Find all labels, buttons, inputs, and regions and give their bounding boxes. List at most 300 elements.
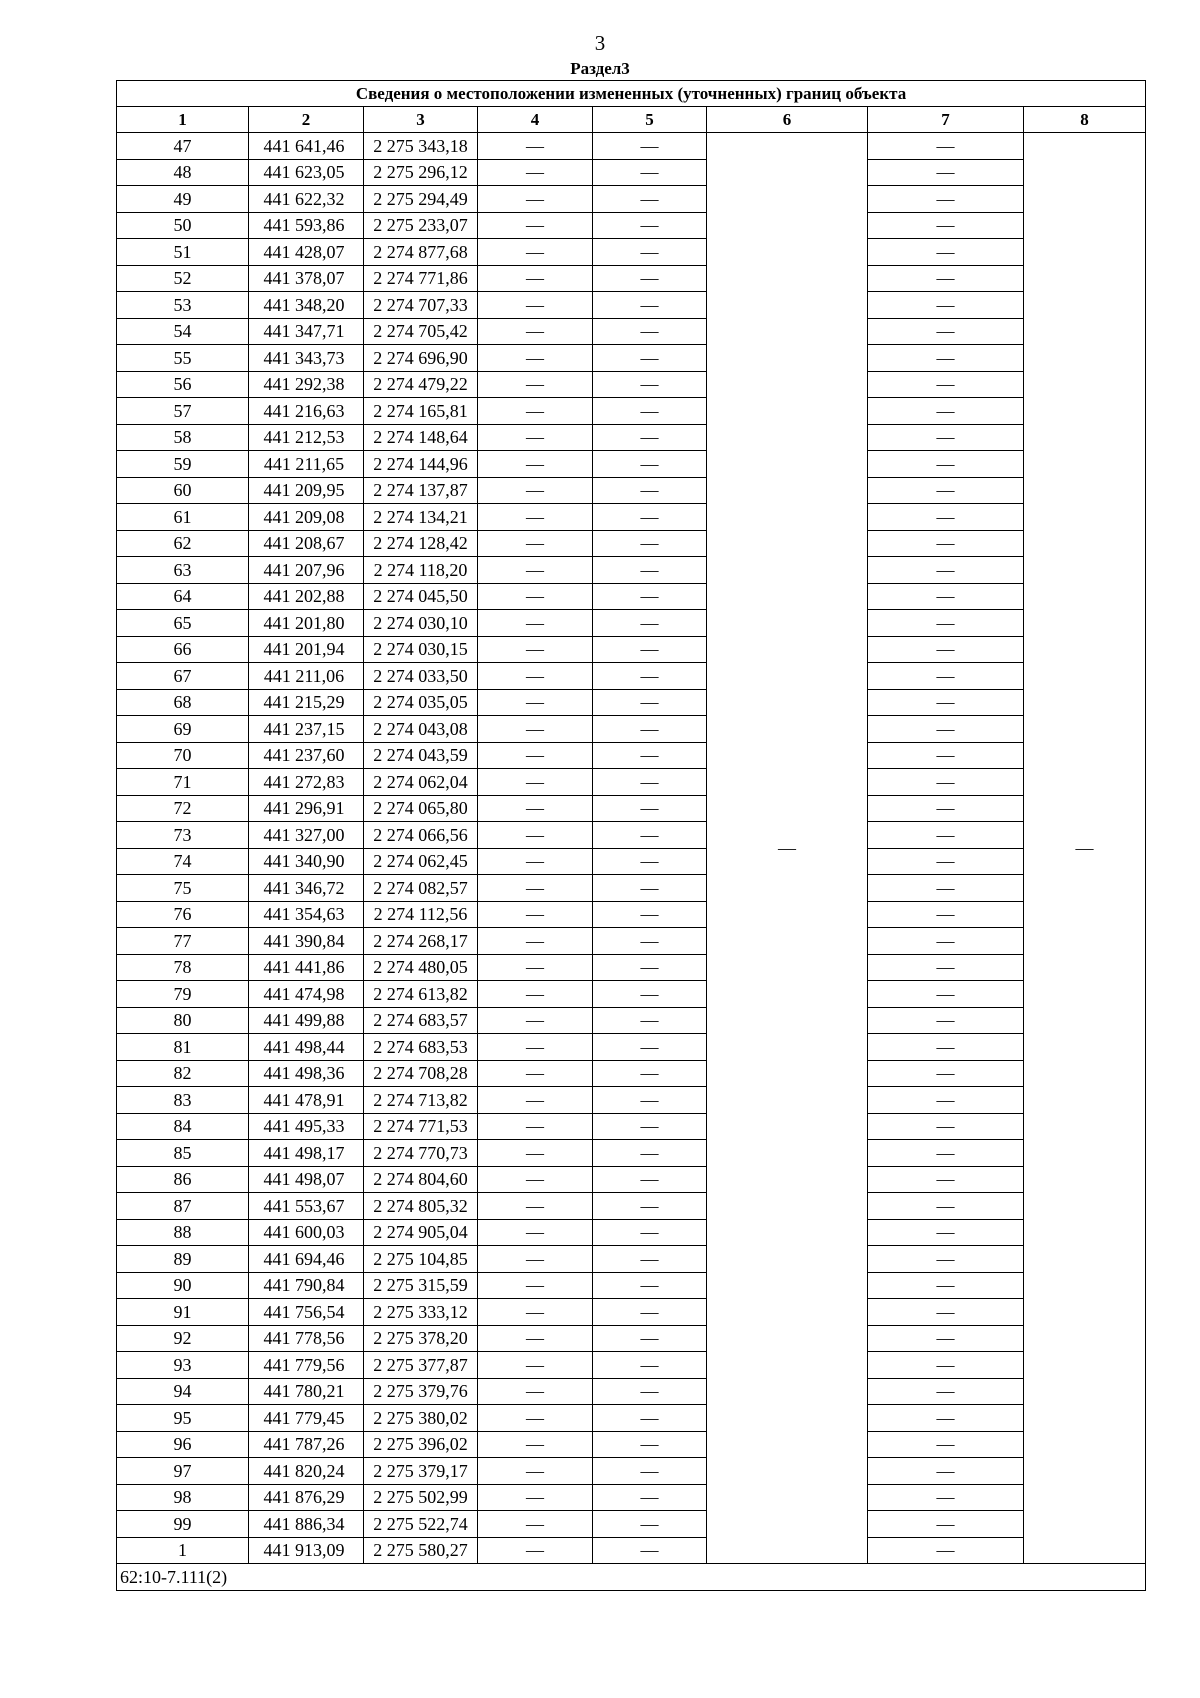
point-number-cell: 74 <box>117 848 249 875</box>
column-5-dash-cell: — <box>593 1113 707 1140</box>
point-number-cell: 78 <box>117 954 249 981</box>
point-number-cell: 68 <box>117 689 249 716</box>
point-number-cell: 67 <box>117 663 249 690</box>
column-4-dash-cell: — <box>478 742 593 769</box>
column-4-dash-cell: — <box>478 1352 593 1379</box>
point-number-cell: 1 <box>117 1537 249 1564</box>
table-row <box>117 239 1146 266</box>
point-number-cell: 61 <box>117 504 249 531</box>
column-7-dash-cell: — <box>868 848 1024 875</box>
point-number-cell: 83 <box>117 1087 249 1114</box>
coordinate-x-cell: 441 428,07 <box>249 239 364 266</box>
column-5-dash-cell: — <box>593 133 707 160</box>
table-row <box>117 530 1146 557</box>
column-5-dash-cell: — <box>593 1537 707 1564</box>
column-5-dash-cell: — <box>593 530 707 557</box>
coordinate-y-cell: 2 275 233,07 <box>364 212 478 239</box>
column-header-8: 8 <box>1024 107 1146 133</box>
column-7-dash-cell: — <box>868 504 1024 531</box>
coordinate-x-cell: 441 779,45 <box>249 1405 364 1432</box>
coordinate-y-cell: 2 274 705,42 <box>364 318 478 345</box>
table-row <box>117 133 1146 160</box>
point-number-cell: 86 <box>117 1166 249 1193</box>
point-number-cell: 82 <box>117 1060 249 1087</box>
column-4-dash-cell: — <box>478 1246 593 1273</box>
column-7-dash-cell: — <box>868 133 1024 160</box>
table-row <box>117 928 1146 955</box>
column-7-dash-cell: — <box>868 716 1024 743</box>
point-number-cell: 60 <box>117 477 249 504</box>
column-7-dash-cell: — <box>868 239 1024 266</box>
column-5-dash-cell: — <box>593 954 707 981</box>
coordinate-y-cell: 2 274 479,22 <box>364 371 478 398</box>
column-5-dash-cell: — <box>593 901 707 928</box>
table-row <box>117 636 1146 663</box>
column-7-dash-cell: — <box>868 212 1024 239</box>
column-4-dash-cell: — <box>478 424 593 451</box>
point-number-cell: 59 <box>117 451 249 478</box>
table-row <box>117 1325 1146 1352</box>
column-header-6: 6 <box>707 107 868 133</box>
coordinate-y-cell: 2 274 066,56 <box>364 822 478 849</box>
column-6-merged-cell: — <box>707 133 868 1564</box>
point-number-cell: 69 <box>117 716 249 743</box>
table-row <box>117 1193 1146 1220</box>
coordinate-y-cell: 2 274 683,53 <box>364 1034 478 1061</box>
coordinate-y-cell: 2 275 377,87 <box>364 1352 478 1379</box>
column-5-dash-cell: — <box>593 1299 707 1326</box>
column-4-dash-cell: — <box>478 1325 593 1352</box>
column-7-dash-cell: — <box>868 1113 1024 1140</box>
table-row <box>117 292 1146 319</box>
column-7-dash-cell: — <box>868 1166 1024 1193</box>
column-7-dash-cell: — <box>868 1352 1024 1379</box>
table-row <box>117 1484 1146 1511</box>
coordinate-x-cell: 441 474,98 <box>249 981 364 1008</box>
coordinate-y-cell: 2 274 771,86 <box>364 265 478 292</box>
coordinate-y-cell: 2 274 480,05 <box>364 954 478 981</box>
coordinate-x-cell: 441 212,53 <box>249 424 364 451</box>
column-header-1: 1 <box>117 107 249 133</box>
column-7-dash-cell: — <box>868 1325 1024 1352</box>
table-row <box>117 610 1146 637</box>
column-5-dash-cell: — <box>593 265 707 292</box>
coordinate-x-cell: 441 499,88 <box>249 1007 364 1034</box>
column-header-2: 2 <box>249 107 364 133</box>
table-row <box>117 1113 1146 1140</box>
column-4-dash-cell: — <box>478 530 593 557</box>
column-5-dash-cell: — <box>593 1405 707 1432</box>
table-row <box>117 689 1146 716</box>
column-5-dash-cell: — <box>593 345 707 372</box>
column-4-dash-cell: — <box>478 1405 593 1432</box>
column-4-dash-cell: — <box>478 1484 593 1511</box>
point-number-cell: 76 <box>117 901 249 928</box>
coordinate-x-cell: 441 211,06 <box>249 663 364 690</box>
column-5-dash-cell: — <box>593 1484 707 1511</box>
point-number-cell: 53 <box>117 292 249 319</box>
table-row <box>117 451 1146 478</box>
column-4-dash-cell: — <box>478 451 593 478</box>
table-row <box>117 557 1146 584</box>
point-number-cell: 50 <box>117 212 249 239</box>
column-4-dash-cell: — <box>478 159 593 186</box>
column-5-dash-cell: — <box>593 1087 707 1114</box>
table-row <box>117 477 1146 504</box>
column-7-dash-cell: — <box>868 1511 1024 1538</box>
table-row <box>117 795 1146 822</box>
column-7-dash-cell: — <box>868 981 1024 1008</box>
column-7-dash-cell: — <box>868 477 1024 504</box>
column-4-dash-cell: — <box>478 848 593 875</box>
coordinate-y-cell: 2 274 707,33 <box>364 292 478 319</box>
column-5-dash-cell: — <box>593 1140 707 1167</box>
column-4-dash-cell: — <box>478 186 593 213</box>
column-4-dash-cell: — <box>478 504 593 531</box>
point-number-cell: 58 <box>117 424 249 451</box>
column-7-dash-cell: — <box>868 1537 1024 1564</box>
column-7-dash-cell: — <box>868 928 1024 955</box>
column-7-dash-cell: — <box>868 636 1024 663</box>
coordinate-y-cell: 2 274 877,68 <box>364 239 478 266</box>
table-body <box>117 133 1146 1564</box>
column-5-dash-cell: — <box>593 292 707 319</box>
coordinate-x-cell: 441 441,86 <box>249 954 364 981</box>
column-4-dash-cell: — <box>478 318 593 345</box>
point-number-cell: 80 <box>117 1007 249 1034</box>
column-4-dash-cell: — <box>478 1087 593 1114</box>
column-5-dash-cell: — <box>593 1246 707 1273</box>
column-5-dash-cell: — <box>593 769 707 796</box>
coordinate-y-cell: 2 274 030,10 <box>364 610 478 637</box>
column-5-dash-cell: — <box>593 610 707 637</box>
column-5-dash-cell: — <box>593 1166 707 1193</box>
coordinate-x-cell: 441 340,90 <box>249 848 364 875</box>
point-number-cell: 51 <box>117 239 249 266</box>
coordinate-y-cell: 2 274 043,59 <box>364 742 478 769</box>
column-5-dash-cell: — <box>593 663 707 690</box>
coordinate-y-cell: 2 274 696,90 <box>364 345 478 372</box>
coordinate-y-cell: 2 274 770,73 <box>364 1140 478 1167</box>
coordinate-y-cell: 2 275 104,85 <box>364 1246 478 1273</box>
column-5-dash-cell: — <box>593 398 707 425</box>
coordinate-y-cell: 2 274 035,05 <box>364 689 478 716</box>
coordinate-x-cell: 441 593,86 <box>249 212 364 239</box>
column-5-dash-cell: — <box>593 583 707 610</box>
table-row <box>117 1378 1146 1405</box>
coordinate-x-cell: 441 756,54 <box>249 1299 364 1326</box>
table-row <box>117 371 1146 398</box>
point-number-cell: 54 <box>117 318 249 345</box>
table-row <box>117 583 1146 610</box>
boundary-coordinates-table <box>116 80 1146 1591</box>
column-7-dash-cell: — <box>868 265 1024 292</box>
column-4-dash-cell: — <box>478 1272 593 1299</box>
column-7-dash-cell: — <box>868 1458 1024 1485</box>
coordinate-x-cell: 441 390,84 <box>249 928 364 955</box>
column-7-dash-cell: — <box>868 769 1024 796</box>
column-5-dash-cell: — <box>593 1511 707 1538</box>
coordinate-x-cell: 441 886,34 <box>249 1511 364 1538</box>
coordinate-x-cell: 441 478,91 <box>249 1087 364 1114</box>
column-4-dash-cell: — <box>478 371 593 398</box>
column-4-dash-cell: — <box>478 1007 593 1034</box>
column-5-dash-cell: — <box>593 689 707 716</box>
column-4-dash-cell: — <box>478 345 593 372</box>
column-7-dash-cell: — <box>868 398 1024 425</box>
table-row <box>117 981 1146 1008</box>
column-7-dash-cell: — <box>868 557 1024 584</box>
point-number-cell: 47 <box>117 133 249 160</box>
column-7-dash-cell: — <box>868 742 1024 769</box>
coordinate-x-cell: 441 348,20 <box>249 292 364 319</box>
point-number-cell: 94 <box>117 1378 249 1405</box>
table-row <box>117 318 1146 345</box>
column-header-3: 3 <box>364 107 478 133</box>
table-row <box>117 848 1146 875</box>
column-7-dash-cell: — <box>868 424 1024 451</box>
column-4-dash-cell: — <box>478 265 593 292</box>
point-number-cell: 75 <box>117 875 249 902</box>
table-row <box>117 742 1146 769</box>
column-7-dash-cell: — <box>868 689 1024 716</box>
table-row <box>117 1511 1146 1538</box>
coordinate-x-cell: 441 343,73 <box>249 345 364 372</box>
column-4-dash-cell: — <box>478 1219 593 1246</box>
coordinate-y-cell: 2 274 771,53 <box>364 1113 478 1140</box>
column-5-dash-cell: — <box>593 1272 707 1299</box>
column-4-dash-cell: — <box>478 1034 593 1061</box>
point-number-cell: 56 <box>117 371 249 398</box>
table-row <box>117 1219 1146 1246</box>
column-4-dash-cell: — <box>478 663 593 690</box>
column-5-dash-cell: — <box>593 1034 707 1061</box>
coordinate-x-cell: 441 209,95 <box>249 477 364 504</box>
column-4-dash-cell: — <box>478 689 593 716</box>
column-7-dash-cell: — <box>868 1246 1024 1273</box>
column-7-dash-cell: — <box>868 1272 1024 1299</box>
column-5-dash-cell: — <box>593 1378 707 1405</box>
table-row <box>117 1166 1146 1193</box>
column-7-dash-cell: — <box>868 1405 1024 1432</box>
column-7-dash-cell: — <box>868 345 1024 372</box>
point-number-cell: 64 <box>117 583 249 610</box>
coordinate-y-cell: 2 274 134,21 <box>364 504 478 531</box>
coordinate-x-cell: 441 787,26 <box>249 1431 364 1458</box>
column-5-dash-cell: — <box>593 795 707 822</box>
point-number-cell: 79 <box>117 981 249 1008</box>
coordinate-x-cell: 441 209,08 <box>249 504 364 531</box>
coordinate-x-cell: 441 327,00 <box>249 822 364 849</box>
coordinate-x-cell: 441 272,83 <box>249 769 364 796</box>
column-header-7: 7 <box>868 107 1024 133</box>
column-7-dash-cell: — <box>868 451 1024 478</box>
coordinate-x-cell: 441 498,44 <box>249 1034 364 1061</box>
coordinate-x-cell: 441 694,46 <box>249 1246 364 1273</box>
point-number-cell: 92 <box>117 1325 249 1352</box>
coordinate-x-cell: 441 498,36 <box>249 1060 364 1087</box>
coordinate-x-cell: 441 622,32 <box>249 186 364 213</box>
coordinate-y-cell: 2 274 045,50 <box>364 583 478 610</box>
table-row <box>117 954 1146 981</box>
column-4-dash-cell: — <box>478 1113 593 1140</box>
coordinate-x-cell: 441 641,46 <box>249 133 364 160</box>
point-number-cell: 63 <box>117 557 249 584</box>
coordinate-x-cell: 441 201,94 <box>249 636 364 663</box>
column-4-dash-cell: — <box>478 292 593 319</box>
table-row <box>117 663 1146 690</box>
coordinate-y-cell: 2 274 062,04 <box>364 769 478 796</box>
coordinate-y-cell: 2 275 380,02 <box>364 1405 478 1432</box>
coordinate-y-cell: 2 275 580,27 <box>364 1537 478 1564</box>
table-row <box>117 1140 1146 1167</box>
column-4-dash-cell: — <box>478 875 593 902</box>
column-4-dash-cell: — <box>478 1299 593 1326</box>
coordinate-y-cell: 2 275 315,59 <box>364 1272 478 1299</box>
point-number-cell: 81 <box>117 1034 249 1061</box>
column-header-5: 5 <box>593 107 707 133</box>
coordinate-y-cell: 2 274 065,80 <box>364 795 478 822</box>
coordinate-x-cell: 441 201,80 <box>249 610 364 637</box>
coordinate-y-cell: 2 274 137,87 <box>364 477 478 504</box>
point-number-cell: 87 <box>117 1193 249 1220</box>
coordinate-y-cell: 2 274 112,56 <box>364 901 478 928</box>
column-5-dash-cell: — <box>593 1060 707 1087</box>
coordinate-x-cell: 441 208,67 <box>249 530 364 557</box>
column-7-dash-cell: — <box>868 1299 1024 1326</box>
column-7-dash-cell: — <box>868 1193 1024 1220</box>
point-number-cell: 57 <box>117 398 249 425</box>
coordinate-x-cell: 441 215,29 <box>249 689 364 716</box>
coordinate-y-cell: 2 274 905,04 <box>364 1219 478 1246</box>
column-4-dash-cell: — <box>478 477 593 504</box>
coordinate-y-cell: 2 275 379,17 <box>364 1458 478 1485</box>
coordinate-x-cell: 441 553,67 <box>249 1193 364 1220</box>
table-row <box>117 345 1146 372</box>
coordinate-y-cell: 2 274 268,17 <box>364 928 478 955</box>
column-5-dash-cell: — <box>593 1193 707 1220</box>
table-footer-note: 62:10-7.111(2) <box>117 1564 1146 1591</box>
coordinate-x-cell: 441 623,05 <box>249 159 364 186</box>
column-4-dash-cell: — <box>478 822 593 849</box>
coordinate-x-cell: 441 346,72 <box>249 875 364 902</box>
table-row <box>117 159 1146 186</box>
point-number-cell: 77 <box>117 928 249 955</box>
page-number: 3 <box>594 31 606 55</box>
column-4-dash-cell: — <box>478 795 593 822</box>
column-5-dash-cell: — <box>593 716 707 743</box>
table-row <box>117 1537 1146 1564</box>
coordinate-x-cell: 441 296,91 <box>249 795 364 822</box>
column-4-dash-cell: — <box>478 1140 593 1167</box>
table-row <box>117 1272 1146 1299</box>
point-number-cell: 55 <box>117 345 249 372</box>
coordinate-x-cell: 441 237,60 <box>249 742 364 769</box>
coordinate-x-cell: 441 790,84 <box>249 1272 364 1299</box>
table-row <box>117 901 1146 928</box>
coordinate-y-cell: 2 274 144,96 <box>364 451 478 478</box>
coordinate-y-cell: 2 275 333,12 <box>364 1299 478 1326</box>
column-4-dash-cell: — <box>478 1193 593 1220</box>
point-number-cell: 73 <box>117 822 249 849</box>
table-row <box>117 398 1146 425</box>
column-7-dash-cell: — <box>868 795 1024 822</box>
column-5-dash-cell: — <box>593 1431 707 1458</box>
point-number-cell: 52 <box>117 265 249 292</box>
point-number-cell: 88 <box>117 1219 249 1246</box>
column-4-dash-cell: — <box>478 239 593 266</box>
column-7-dash-cell: — <box>868 875 1024 902</box>
column-7-dash-cell: — <box>868 901 1024 928</box>
column-7-dash-cell: — <box>868 583 1024 610</box>
column-7-dash-cell: — <box>868 1034 1024 1061</box>
column-7-dash-cell: — <box>868 610 1024 637</box>
coordinate-y-cell: 2 274 043,08 <box>364 716 478 743</box>
column-5-dash-cell: — <box>593 424 707 451</box>
coordinate-y-cell: 2 275 378,20 <box>364 1325 478 1352</box>
point-number-cell: 62 <box>117 530 249 557</box>
coordinate-x-cell: 441 820,24 <box>249 1458 364 1485</box>
column-5-dash-cell: — <box>593 477 707 504</box>
column-4-dash-cell: — <box>478 1166 593 1193</box>
column-7-dash-cell: — <box>868 1219 1024 1246</box>
column-5-dash-cell: — <box>593 212 707 239</box>
coordinate-y-cell: 2 274 128,42 <box>364 530 478 557</box>
coordinate-x-cell: 441 779,56 <box>249 1352 364 1379</box>
coordinate-y-cell: 2 275 343,18 <box>364 133 478 160</box>
point-number-cell: 99 <box>117 1511 249 1538</box>
table-row <box>117 875 1146 902</box>
table-row <box>117 1431 1146 1458</box>
column-7-dash-cell: — <box>868 1484 1024 1511</box>
column-4-dash-cell: — <box>478 928 593 955</box>
point-number-cell: 70 <box>117 742 249 769</box>
coordinate-x-cell: 441 778,56 <box>249 1325 364 1352</box>
column-header-4: 4 <box>478 107 593 133</box>
column-4-dash-cell: — <box>478 1511 593 1538</box>
table-row <box>117 1060 1146 1087</box>
column-8-merged-cell: — <box>1024 133 1146 1564</box>
point-number-cell: 89 <box>117 1246 249 1273</box>
point-number-cell: 98 <box>117 1484 249 1511</box>
column-4-dash-cell: — <box>478 901 593 928</box>
column-4-dash-cell: — <box>478 398 593 425</box>
coordinate-x-cell: 441 237,15 <box>249 716 364 743</box>
coordinate-x-cell: 441 600,03 <box>249 1219 364 1246</box>
table-row <box>117 265 1146 292</box>
column-5-dash-cell: — <box>593 1219 707 1246</box>
column-5-dash-cell: — <box>593 875 707 902</box>
point-number-cell: 84 <box>117 1113 249 1140</box>
table-row <box>117 186 1146 213</box>
point-number-cell: 72 <box>117 795 249 822</box>
table-row <box>117 424 1146 451</box>
coordinate-y-cell: 2 275 396,02 <box>364 1431 478 1458</box>
table-row <box>117 1246 1146 1273</box>
coordinate-x-cell: 441 495,33 <box>249 1113 364 1140</box>
column-7-dash-cell: — <box>868 159 1024 186</box>
column-5-dash-cell: — <box>593 159 707 186</box>
column-4-dash-cell: — <box>478 610 593 637</box>
column-4-dash-cell: — <box>478 1378 593 1405</box>
point-number-cell: 66 <box>117 636 249 663</box>
point-number-cell: 65 <box>117 610 249 637</box>
point-number-cell: 93 <box>117 1352 249 1379</box>
column-5-dash-cell: — <box>593 451 707 478</box>
table-row <box>117 1405 1146 1432</box>
column-7-dash-cell: — <box>868 1087 1024 1114</box>
column-7-dash-cell: — <box>868 1140 1024 1167</box>
